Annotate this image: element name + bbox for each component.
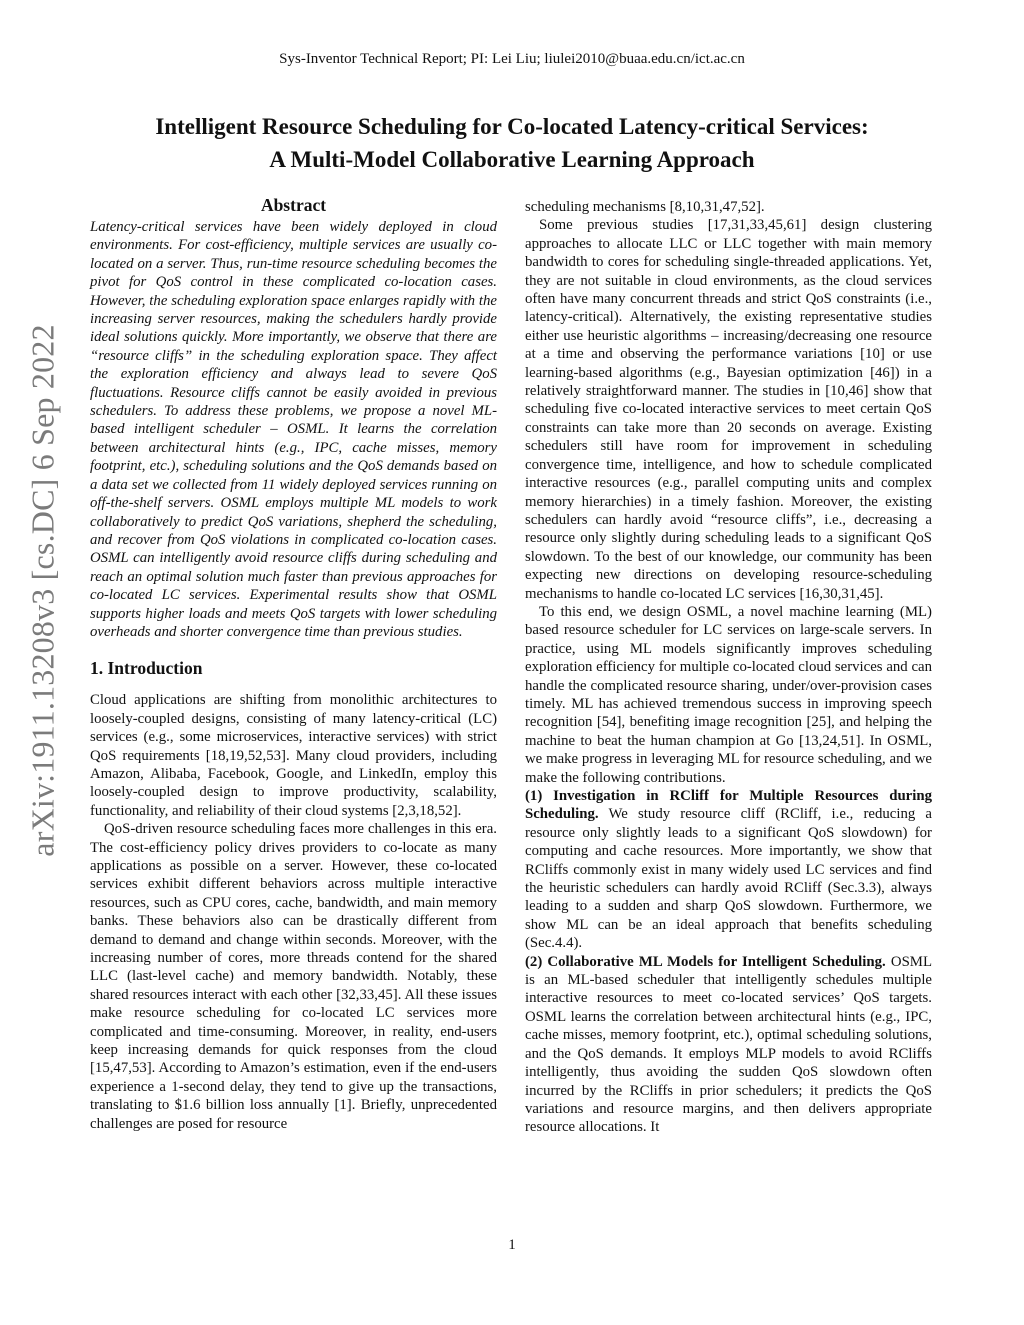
contribution-1-text: We study resource cliff (RCliff, i.e., reducing a resource only slightly leads to a significant QoS slowdown) for computing and cache resources. More importantly, we show that RCliffs commonly exist in many widely used LC services and find the heuristic schedulers can hardly avoid RCliff (Sec.3.3), always leading to a sudden and sharp QoS slowdown. Furthermore, we show ML can be an ideal approach that benefits scheduling (Sec.4.4). [525,806,932,952]
abstract-body: Latency-critical services have been widely deployed in cloud environments. For cost-efficiency, multiple services are usually co-located on a server. Thus, run-time resource scheduling becomes the pivot for QoS control in these complicated co-location cases. However, the scheduling exploration space enlarges rapidly with the increasing server resources, making the schedulers hardly provide ideal solutions quickly. More importantly, we observe that there are “resource cliffs” in the scheduling exploration space. They affect the exploration efficiency and always lead to severe QoS fluctuations. Resource cliffs cannot be easily avoided in previous schedulers. To address these problems, we propose a novel ML-based intelligent scheduler – OSML. It learns the correlation between architectural hints (e.g., IPC, cache misses, memory footprint, etc.), scheduling solutions and the QoS demands based on a data set we collected from 11 widely deployed services running on off-the-shelf servers. OSML employs multiple ML models to work collaboratively to predict QoS variations, shepherd the scheduling, and recover from QoS violations in complicated co-location cases. OSML can intelligently avoid resource cliffs during scheduling and reach an optimal solution much faster than previous approaches for co-located LC services. Experimental results show that OSML supports higher loads and meets QoS targets with lower scheduling overheads and shorter convergence time than previous studies. [90,219,497,640]
intro-paragraph-4: To this end, we design OSML, a novel machine learning (ML) based resource scheduler for LC services on large-scale servers. In practice, using ML models significantly improves scheduling exploration efficiency for multiple co-located cloud services and can handle the complicated resource sharing, under/over-provision cases timely. ML has achieved tremendous success in improving speech recognition [54], benefiting image recognition [25], and helping the machine to beat the human champion at Go [13,24,51]. In OSML, we make progress in leveraging ML for resource scheduling, and we make the following contributions. [525,603,932,786]
paper-title [60,110,964,176]
intro-paragraph-2-continued: scheduling mechanisms [8,10,31,47,52]. [525,199,765,215]
contribution-2-text: OSML is an ML-based scheduler that intelligently schedules multiple interactive resources to meet co-located services’ QoS targets. OSML learns the correlation between architectural hints (e.g., IPC, cache misses, memory footprint, etc.), optimal scheduling solutions, and the QoS demands. It employs MLP models to avoid RCliffs intelligently, thus avoiding the sudden QoS slowdown often incurred by the RCliffs in prior schedulers; it predicts the QoS variations and resource margins, and then delivers appropriate resource allocations. It [525,953,933,1136]
right-column [525,198,932,1137]
running-header: Sys-Inventor Technical Report; PI: Lei Liu; liulei2010@buaa.edu.cn/ict.ac.cn [279,51,745,67]
intro-paragraph-2: QoS-driven resource scheduling faces more challenges in this era. The cost-efficiency policy drives providers to co-locate as many applications as possible on a server. However, these co-located services exhibit different behaviors across multiple interactive resources, such as CPU cores, cache, bandwidth, and main memory banks. These behaviors also can be drastically different from demand to demand and change within seconds. Moreover, with the increasing number of cores, more threads contend for the shared LLC (last-level cache) and memory bandwidth. Notably, these shared resources interact with each other [32,33,45]. All these issues make resource scheduling for co-located LC services more complicated and time-consuming. Moreover, in reality, end-users keep increasing demands for quick responses from the cloud [15,47,53]. According to Amazon’s estimation, even if the end-users experience a 1-second delay, they tend to give up the transactions, translating to $1.6 billion loss annually [1]. Briefly, unprecedented challenges are posed for resource [90,821,497,1132]
contribution-1-lead: (1) Investigation in RCliff for Multiple Resources during Scheduling. [525,788,932,823]
abstract-heading: Abstract [260,195,327,215]
title-line-2: A Multi-Model Collaborative Learning Approach [269,147,755,172]
title-line-1: Intelligent Resource Scheduling for Co-located Latency-critical Services: [155,114,869,139]
intro-paragraph-3: Some previous studies [17,31,33,45,61] design clustering approaches to allocate LLC or LLC together with main memory bandwidth to cores for scheduling single-threaded applications. Yet, they are not suitable in cloud environments, as the cloud services often have many concurrent threads and strict QoS constraints (i.e., latency-critical). Alternatively, the existing representative studies either use heuristic algorithms – increasing/decreasing one resource at a time and observing the performance variations [10] or use learning-based algorithms (e.g., Bayesian optimization [46]) in a relatively straightforward manner. The studies in [10,46] show that scheduling five co-located interactive services to meet certain QoS constraints can take more than 20 seconds on average. Existing schedulers still have room for improvement in scheduling convergence time, intelligence, and how to schedule complicated interactive resources (e.g., parallel computing units and complex memory hierarchies) in a timely fashion. Moreover, the existing schedulers can hardly avoid “resource cliffs”, i.e., decreasing a resource only slightly during scheduling leads to a significant QoS slowdown. To the best of our knowledge, our community has been expecting new directions on developing resource-scheduling mechanisms to handle co-located LC services [16,30,31,45]. [525,217,932,602]
contribution-2 [525,953,932,1137]
arxiv-identifier-stamp [15,210,71,970]
left-column [90,194,497,1133]
page-number: 1 [508,1237,516,1253]
arxiv-identifier-text: arXiv:1911.13208v3 [cs.DC] 6 Sep 2022 [24,323,61,857]
intro-paragraph-1: Cloud applications are shifting from monolithic architectures to loosely-coupled designs, consisting of many latency-critical (LC) services (e.g., some microservices, interactive services) with strict QoS requirements [18,19,52,53]. Many cloud providers, including Amazon, Alibaba, Facebook, Google, and LinkedIn, employ this loosely-coupled design to improve productivity, scalability, functionality, and reliability of their cloud systems [2,3,18,52]. [90,692,497,819]
contribution-1 [525,787,932,953]
introduction-heading: 1. Introduction [90,658,203,679]
contribution-2-lead: (2) Collaborative ML Models for Intelligent Scheduling. [525,953,886,970]
